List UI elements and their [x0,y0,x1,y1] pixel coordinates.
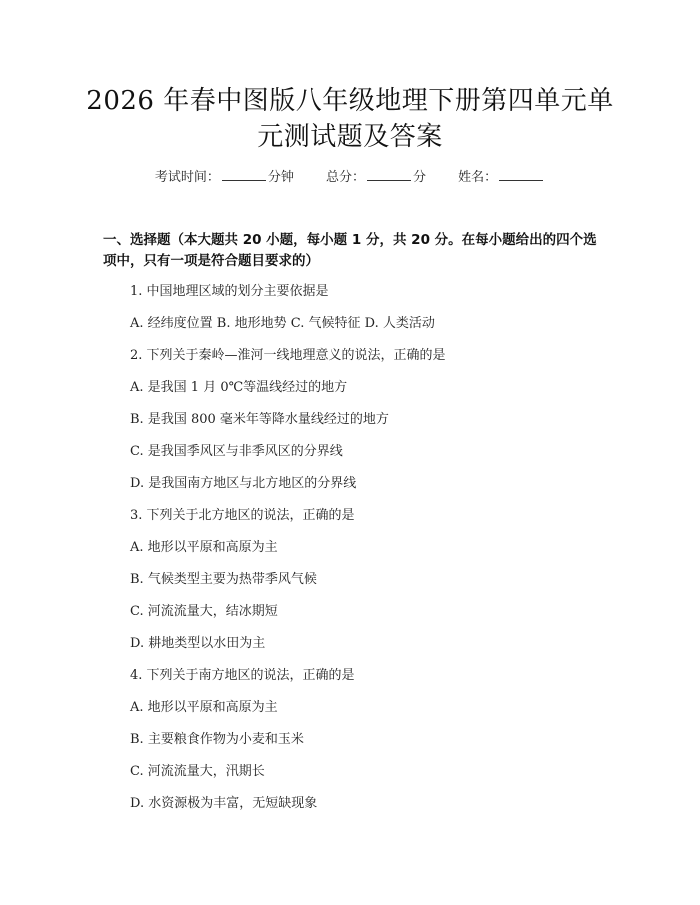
section-heading [103,230,603,272]
exam-time [155,168,294,188]
question-4-option-d: D. 水资源极为丰富，无短缺现象 [130,796,318,811]
student-name-label: 姓名： [458,170,498,185]
student-name-blank [499,168,543,181]
exam-time-label: 考试时间： [154,170,220,185]
exam-time-unit: 分钟 [267,170,294,185]
section-heading-line-2: 项中，只有一项是符合题目要求的） [103,253,319,269]
exam-meta [0,168,700,188]
question-2-option-b: B. 是我国 800 毫米年等降水量线经过的地方 [130,412,389,427]
question-3-option-c: C. 河流流量大，结冰期短 [130,604,278,619]
question-4-option-c: C. 河流流量大，汛期长 [130,764,265,779]
total-score-label: 总分： [325,170,365,185]
question-1-options: A. 经纬度位置 B. 地形地势 C. 气候特征 D. 人类活动 [130,316,435,331]
document-title-line-2: 元测试题及答案 [257,122,443,152]
question-3-option-d: D. 耕地类型以水田为主 [130,636,266,651]
question-2-option-a: A. 是我国 1 月 0℃等温线经过的地方 [130,380,348,395]
total-score-unit: 分 [413,170,427,185]
total-score-blank [367,168,411,181]
question-3-option-a: A. 地形以平原和高原为主 [130,540,278,555]
question-3-stem: 3. 下列关于北方地区的说法，正确的是 [130,508,355,523]
student-name [458,168,545,188]
question-4-option-b: B. 主要粮食作物为小麦和玉米 [130,732,304,747]
exam-time-blank [222,168,266,181]
total-score [326,168,426,188]
question-1-stem: 1. 中国地理区域的划分主要依据是 [130,284,329,299]
question-2-stem: 2. 下列关于秦岭—淮河一线地理意义的说法，正确的是 [130,348,446,363]
question-2-option-c: C. 是我国季风区与非季风区的分界线 [130,444,343,459]
question-4-stem: 4. 下列关于南方地区的说法，正确的是 [130,668,355,683]
question-3-option-b: B. 气候类型主要为热带季风气候 [130,572,317,587]
question-4-option-a: A. 地形以平原和高原为主 [130,700,278,715]
question-2-option-d: D. 是我国南方地区与北方地区的分界线 [130,476,357,491]
section-heading-line-1: 一、选择题（本大题共 20 小题，每小题 1 分，共 20 分。在每小题给出的四个选 [103,232,597,248]
document-title-line-1: 2026 年春中图版八年级地理下册第四单元单 [86,86,614,116]
